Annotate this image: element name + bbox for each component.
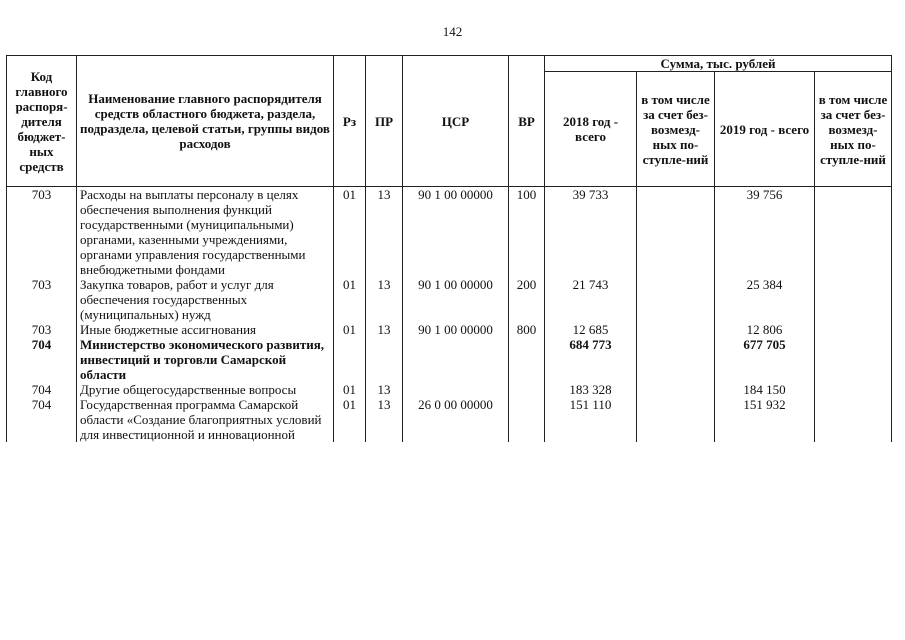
row-2018-incl: [637, 322, 715, 337]
row-2018-incl: [637, 337, 715, 382]
page-number: 142: [442, 24, 463, 39]
row-rz: 01: [334, 277, 366, 322]
row-rz: [334, 337, 366, 382]
row-rz: 01: [334, 187, 366, 278]
row-name: Другие общегосударственные вопросы: [77, 382, 334, 397]
row-2019-incl: [815, 187, 892, 278]
row-2018-total: 21 743: [545, 277, 637, 322]
row-name: Расходы на выплаты персоналу в целях обеспечения выполнения функций государственными (муниципальными) органами, казенными учреждениями, органами управления государственными внебюджетными фондами: [77, 187, 334, 278]
row-csr: [403, 337, 509, 382]
row-pr: 13: [366, 322, 403, 337]
row-2019-total: 39 756: [715, 187, 815, 278]
row-vr: 200: [509, 277, 545, 322]
row-2019-total: 151 932: [715, 397, 815, 442]
header-code: Код главного распоря-дителя бюджет-ных средств: [7, 56, 77, 187]
header-csr: ЦСР: [403, 56, 509, 187]
header-pr: ПР: [366, 56, 403, 187]
header-sum: Сумма, тыс. рублей: [545, 56, 892, 72]
row-2018-incl: [637, 187, 715, 278]
row-csr: 90 1 00 00000: [403, 277, 509, 322]
row-code: 703: [7, 322, 77, 337]
row-2018-incl: [637, 277, 715, 322]
row-rz: 01: [334, 397, 366, 442]
row-code: 703: [7, 277, 77, 322]
row-vr: 100: [509, 187, 545, 278]
table-row: [7, 397, 892, 442]
row-csr: 26 0 00 00000: [403, 397, 509, 442]
row-2018-total: 151 110: [545, 397, 637, 442]
row-rz: 01: [334, 322, 366, 337]
row-pr: 13: [366, 187, 403, 278]
header-name: Наименование главного распорядителя средств областного бюджета, раздела, подраздела, целевой статьи, группы видов расходов: [77, 56, 334, 187]
row-csr: [403, 382, 509, 397]
row-2018-total: 12 685: [545, 322, 637, 337]
table-row: [7, 337, 892, 382]
header-2019-total: 2019 год - всего: [715, 72, 815, 187]
row-2019-total: 677 705: [715, 337, 815, 382]
header-2019-incl: в том числе за счет без-возмезд-ных по-ступле-ний: [815, 72, 892, 187]
header-vr: ВР: [509, 56, 545, 187]
row-vr: [509, 337, 545, 382]
row-2019-incl: [815, 277, 892, 322]
row-pr: 13: [366, 277, 403, 322]
row-2019-incl: [815, 397, 892, 442]
row-pr: [366, 337, 403, 382]
budget-table: [6, 55, 892, 442]
row-2019-total: 25 384: [715, 277, 815, 322]
row-2018-total: 183 328: [545, 382, 637, 397]
row-2018-total: 684 773: [545, 337, 637, 382]
row-2019-total: 184 150: [715, 382, 815, 397]
row-2019-incl: [815, 382, 892, 397]
row-2018-incl: [637, 382, 715, 397]
row-2019-incl: [815, 337, 892, 382]
row-rz: 01: [334, 382, 366, 397]
row-name: Государственная программа Самарской области «Создание благоприятных условий для инвестиционной и инновационной: [77, 397, 334, 442]
row-code: 704: [7, 382, 77, 397]
table-row: [7, 277, 892, 322]
table-row: [7, 187, 892, 278]
table-header: [7, 56, 892, 187]
row-pr: 13: [366, 397, 403, 442]
row-vr: 800: [509, 322, 545, 337]
row-csr: 90 1 00 00000: [403, 187, 509, 278]
row-2019-incl: [815, 322, 892, 337]
row-pr: 13: [366, 382, 403, 397]
row-2018-total: 39 733: [545, 187, 637, 278]
row-2019-total: 12 806: [715, 322, 815, 337]
row-name: Министерство экономического развития, инвестиций и торговли Самарской области: [77, 337, 334, 382]
row-name: Иные бюджетные ассигнования: [77, 322, 334, 337]
row-code: 704: [7, 337, 77, 382]
row-vr: [509, 397, 545, 442]
row-2018-incl: [637, 397, 715, 442]
row-csr: 90 1 00 00000: [403, 322, 509, 337]
table-row: [7, 382, 892, 397]
row-code: 703: [7, 187, 77, 278]
row-vr: [509, 382, 545, 397]
row-name: Закупка товаров, работ и услуг для обеспечения государственных (муниципальных) нужд: [77, 277, 334, 322]
header-2018-incl: в том числе за счет без-возмезд-ных по-ступле-ний: [637, 72, 715, 187]
table-row: [7, 322, 892, 337]
header-rz: Рз: [334, 56, 366, 187]
row-code: 704: [7, 397, 77, 442]
header-2018-total: 2018 год - всего: [545, 72, 637, 187]
